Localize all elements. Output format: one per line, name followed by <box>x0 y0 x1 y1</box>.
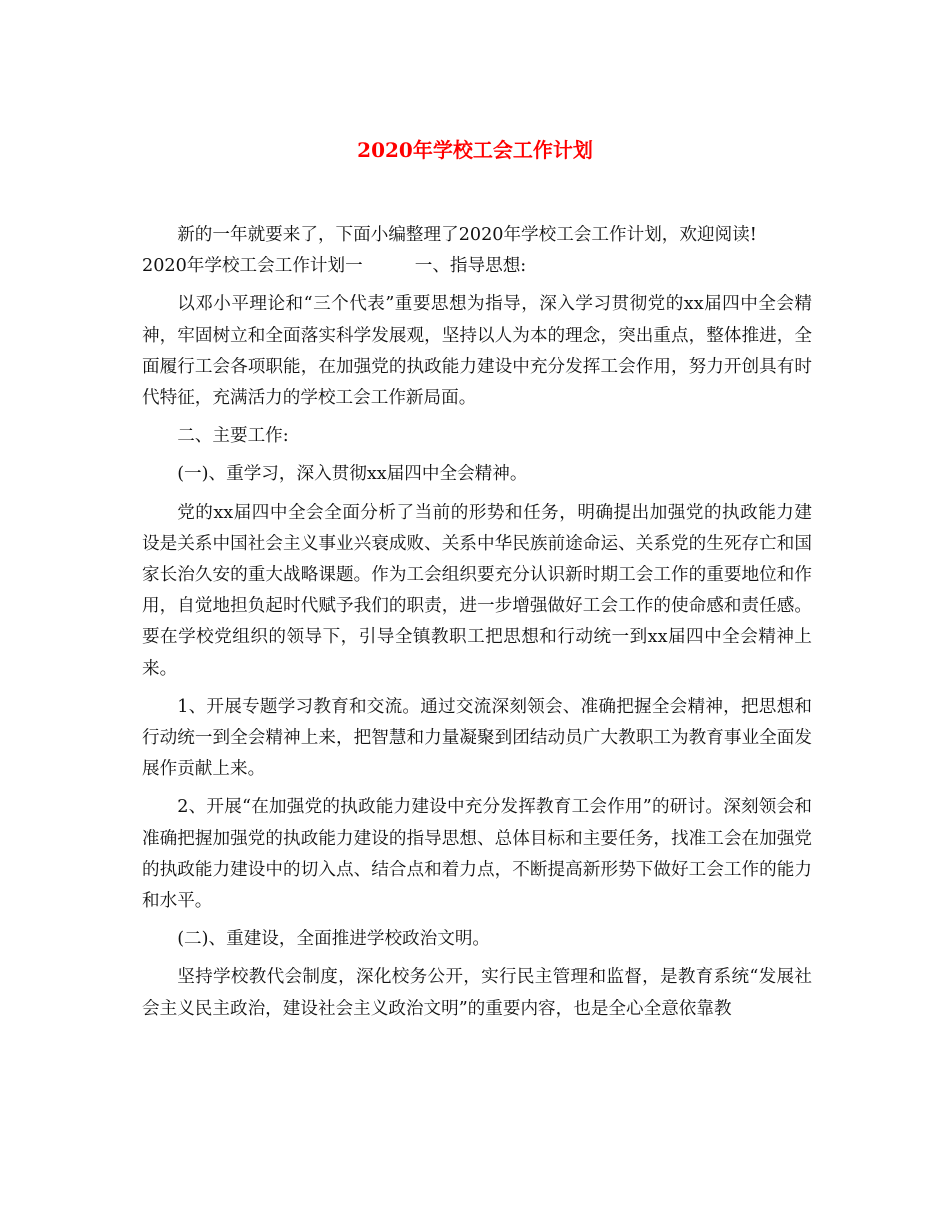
guiding-thought-paragraph: 以邓小平理论和“三个代表”重要思想为指导，深入学习贯彻党的xx届四中全会精神，牢固树立和全面落实科学发展观，坚持以人为本的理念，突出重点，整体推进，全面履行工会各项职能，在加强党的执政能力建设中充分发挥工会作用，努力开创具有时代特征，充满活力的学校工会工作新局面。 <box>142 294 812 409</box>
plan-heading: 2020年学校工会工作计划一 <box>142 256 363 277</box>
document-body <box>142 220 812 1025</box>
subsection-one-heading: (一)、重学习，深入贯彻xx届四中全会精神。 <box>177 464 528 485</box>
intro-paragraph: 新的一年就要来了，下面小编整理了2020年学校工会工作计划，欢迎阅读! <box>177 225 757 245</box>
plan-heading-line <box>142 251 812 282</box>
subsection-two-heading: (二)、重建设，全面推进学校政治文明。 <box>177 929 491 950</box>
document-title: 2020年学校工会工作计划 <box>357 138 593 162</box>
democracy-paragraph: 坚持学校教代会制度，深化校务公开，实行民主管理和监督，是教育系统“发展社会主义民主政治，建设社会主义政治文明”的重要内容，也是全心全意依靠教 <box>142 967 812 1019</box>
plenum-paragraph: 党的xx届四中全会全面分析了当前的形势和任务，明确提出加强党的执政能力建设是关系中国社会主义事业兴衰成败、关系中华民族前途命运、关系党的生死存亡和国家长治久安的重大战略课题。作为工会组织要充分认识新时期工会工作的重要地位和作用，自觉地担负起时代赋予我们的职责，进一步增强做好工会工作的使命感和责任感。要在学校党组织的领导下，引导全镇教职工把思想和行动统一到xx届四中全会精神上来。 <box>142 502 812 679</box>
section-one-heading: 一、指导思想: <box>414 256 527 277</box>
item-one-paragraph: 1、开展专题学习教育和交流。通过交流深刻领会、准确把握全会精神，把思想和行动统一到全会精神上来，把智慧和力量凝聚到团结动员广大教职工为教育事业全面发展作贡献上来。 <box>142 696 812 780</box>
item-two-paragraph: 2、开展“在加强党的执政能力建设中充分发挥教育工会作用”的研讨。深刻领会和准确把握加强党的执政能力建设的指导思想、总体目标和主要任务，找准工会在加强党的执政能力建设中的切入点、结合点和着力点，不断提高新形势下做好工会工作的能力和水平。 <box>142 797 812 912</box>
section-two-heading: 二、主要工作: <box>177 426 289 447</box>
